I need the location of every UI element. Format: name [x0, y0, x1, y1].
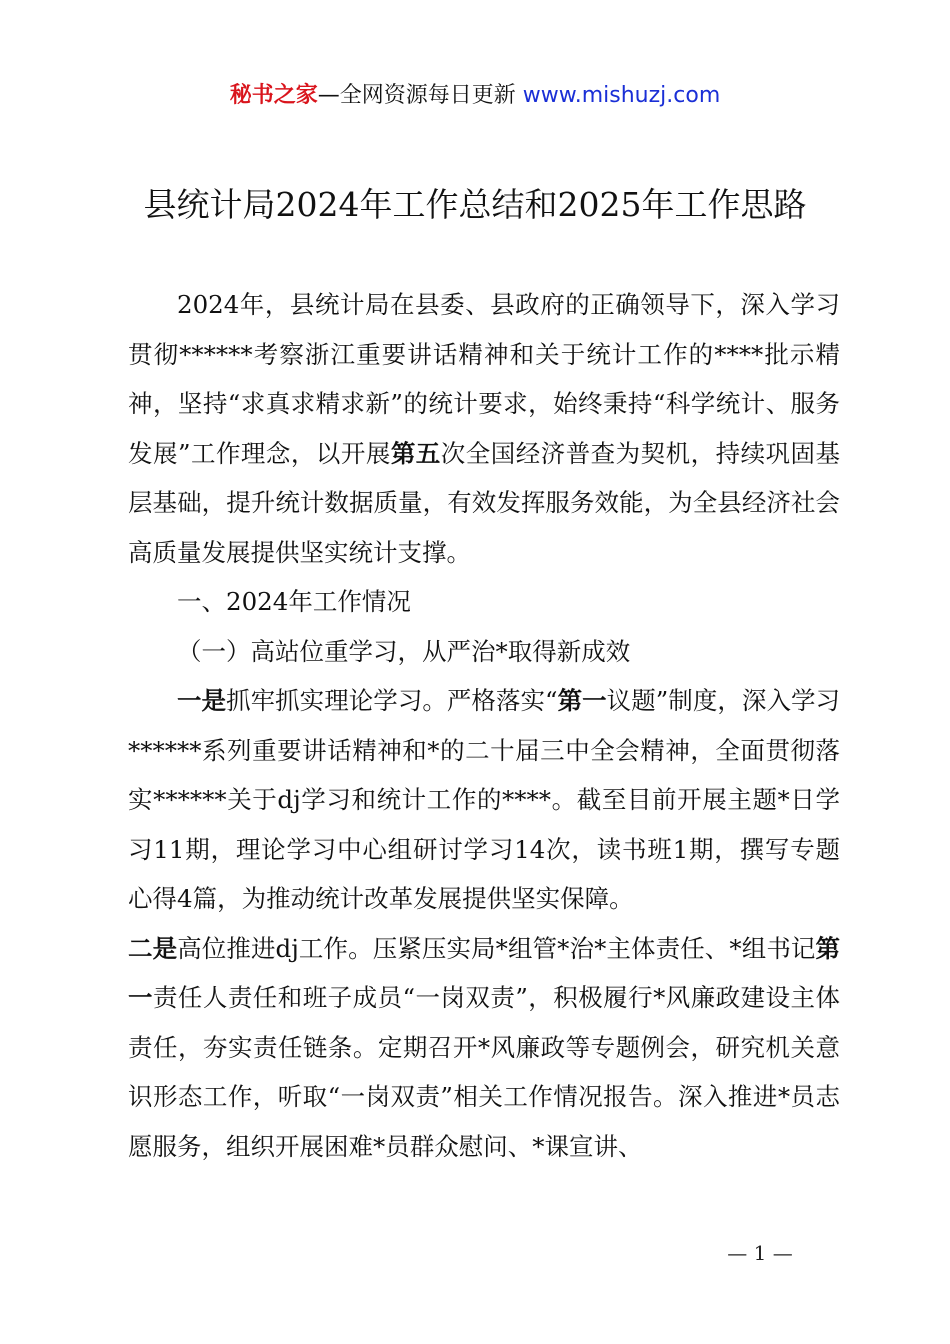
section-heading: 一、2024年工作情况 — [177, 587, 411, 616]
point-one-text2: 议题”制度，深入学习******系列重要讲话精神和*的二十届三中全会精神，全面贯彻落实******关于dj学习和统计工作的****。截至目前开展主题*日学习11期，理论学习中心组研讨学习14次，读书班1期，撰写专题心得4篇，为推动统计改革发展提供坚实保障。 — [128, 686, 841, 913]
point-one-text1: 抓牢抓实理论学习。严格落实“ — [226, 686, 558, 715]
point-two-text2: 责任人责任和班子成员“一岗双责”，积极履行*风廉政建设主体责任，夯实责任链条。定期召开*风廉政等专题例会，研究机关意识形态工作，听取“一岗双责”相关工作情况报告。深入推进*员志愿服务，组织开展困难*员群众慰问、*课宣讲、 — [128, 983, 840, 1161]
intro-text-part1: 2024年，县统计局在县委、县政府的正确领导下，深入学习贯彻******考察浙江重要讲话精神和关于统计工作的****批示精神，坚持“求真求精求新”的统计要求，始终秉持“科学统计、服务发展”工作理念，以开展 — [128, 290, 840, 468]
intro-paragraph — [128, 280, 840, 577]
intro-text-part2: 次全国经济普查为契机，持续巩固基层基础，提升统计数据质量，有效发挥服务效能，为全县经济社会高质量发展提供坚实统计支撑。 — [128, 438, 841, 567]
site-tagline: —全网资源每日更新 — [317, 83, 516, 108]
point-one-paragraph — [128, 676, 840, 924]
page-number: — 1 — — [727, 1241, 793, 1265]
point-two-paragraph — [128, 924, 840, 1172]
point-one-bold: 第一 — [557, 686, 607, 715]
point-one-lead: 一是 — [177, 686, 227, 715]
document-body — [128, 280, 840, 1171]
site-url-link[interactable]: www.mishuzj.com — [522, 83, 721, 108]
site-header — [0, 80, 950, 112]
document-title: 县统计局2024年工作总结和2025年工作思路 — [143, 185, 807, 224]
site-brand: 秘书之家 — [229, 83, 318, 108]
point-two-bold: 第一 — [128, 933, 841, 1012]
point-two-lead: 二是 — [128, 933, 178, 963]
subsection-heading: （一）高站位重学习，从严治*取得新成效 — [177, 636, 631, 666]
intro-bold-text: 第五 — [390, 438, 441, 468]
point-two-text1: 高位推进dj工作。压紧压实局*组管*治*主体责任、*组书记 — [177, 933, 816, 963]
